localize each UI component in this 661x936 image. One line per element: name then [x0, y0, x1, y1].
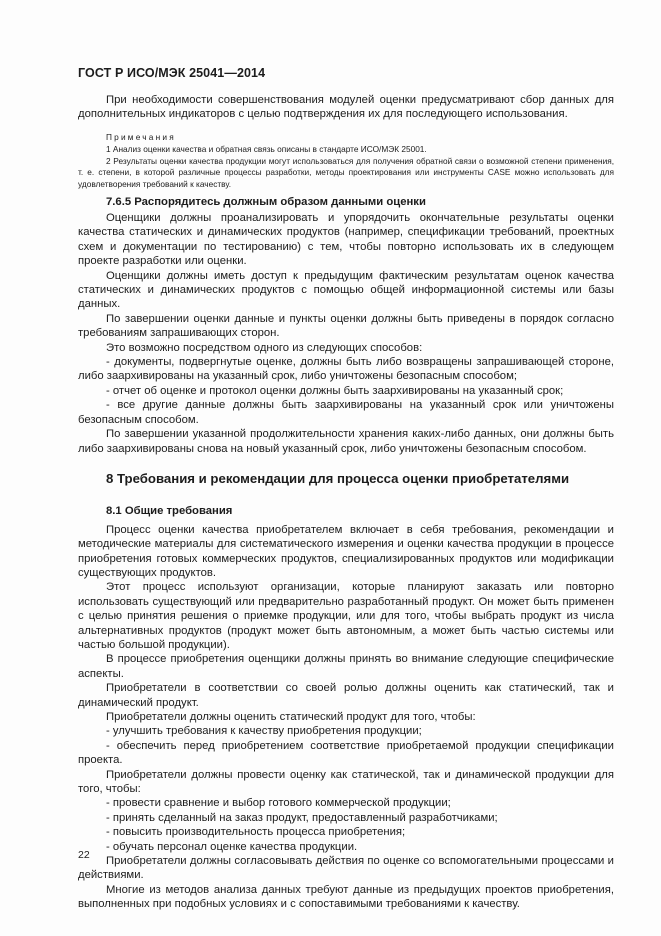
- paragraph: По завершении указанной продолжительности хранения каких-либо данных, они должны быть либо заархивированы снова на новый указанный срок, либо уничтожены безопасным способом.: [78, 428, 614, 455]
- paragraph: Оценщики должны проанализировать и упорядочить окончательные результаты оценки качества статических и динамических продуктов (например, спецификации требований, проектных схем и документации по тестированию) с тем, чтобы повторно использовать их в следующем проекте разработки или оценки.: [78, 212, 614, 268]
- paragraph: Приобретатели должны оценить статический продукт для того, чтобы:: [106, 711, 476, 723]
- paragraph: Приобретатели должны согласовывать действия по оценке со вспомогательными процессами и действиями.: [78, 855, 614, 882]
- paragraph: При необходимости совершенствования модулей оценки предусматривают сбор данных для дополнительных индикаторов с целью подтверждения их для последующего использования.: [78, 94, 614, 121]
- paragraph: Приобретатели должны провести оценку как статической, так и динамической продукции для того, чтобы:: [78, 768, 614, 796]
- page-number: 22: [78, 849, 90, 861]
- page-body: [78, 93, 614, 912]
- list-item: - отчет об оценке и протокол оценки должны быть заархивированы на указанный срок;: [106, 384, 564, 397]
- section-heading-7-6-5: 7.6.5 Распорядитесь должным образом данными оценки: [106, 195, 426, 208]
- list-item: - все другие данные должны быть заархивированы на указанный срок или уничтожены безопасным способом.: [78, 399, 614, 426]
- standard-header: ГОСТ Р ИСО/МЭК 25041—2014: [78, 66, 266, 80]
- note-item: 2 Результаты оценки качества продукции могут использоваться для получения обратной связи о возможной степени применения, т. е. степени, в которой различные процессы разработки, методы проектирования или инструменты CASE можно использовать для удовлетворения требований к качеству.: [78, 155, 614, 189]
- paragraph: Это возможно посредством одного из следующих способов:: [106, 341, 423, 354]
- list-item: - обучать персонал оценке качества продукции.: [106, 840, 358, 853]
- list-item: - документы, подвергнутые оценке, должны быть либо возвращены запрашивающей стороне, либо заархивированы на указанный срок, либо уничтожены безопасным способом;: [78, 356, 614, 383]
- list-item: - повысить производительность процесса приобретения;: [106, 826, 406, 839]
- paragraph: Приобретатели в соответствии со своей ролью должны оценить как статический, так и динамический продукт.: [78, 682, 614, 709]
- section-heading-8: 8 Требования и рекомендации для процесса оценки приобретателями: [106, 470, 570, 486]
- notes-title: Примечания: [106, 131, 176, 142]
- list-item: - принять сделанный на заказ продукт, предоставленный разработчиками;: [106, 811, 498, 824]
- note-item: 1 Анализ оценки качества и обратная связь описаны в стандарте ИСО/МЭК 25001.: [106, 144, 427, 155]
- list-item: - провести сравнение и выбор готового коммерческой продукции;: [106, 797, 451, 810]
- paragraph: Процесс оценки качества приобретателем включает в себя требования, рекомендации и методические материалы для систематического измерения и оценки качества продукции в процессе приобретения готовых коммерческих продуктов, специализированных продуктов или модификации существующих продуктов.: [78, 523, 614, 579]
- section-heading-8-1: 8.1 Общие требования: [106, 505, 233, 518]
- paragraph: Оценщики должны иметь доступ к предыдущим фактическим результатам оценок качества статических и динамических продуктов с помощью общей информационной системы или базы данных.: [78, 269, 614, 311]
- paragraph: Этот процесс используют организации, которые планируют заказать или повторно использовать существующий или предварительно разработанный продукт. Он может быть применен с целью принятия решения о приемке продукции, или для того, чтобы выбрать продукт из числа альтернативных продуктов (продукт может быть автономным, а может быть частью системы или частью большой продукции).: [78, 581, 614, 651]
- paragraph: В процессе приобретения оценщики должны принять во внимание следующие специфические аспекты.: [78, 653, 614, 680]
- paragraph: Многие из методов анализа данных требуют данные из предыдущих проектов приобретения, выполненных при подобных условиях и с сопоставимыми требованиями к качеству.: [78, 883, 614, 911]
- list-item: - улучшить требования к качеству приобретения продукции;: [106, 725, 422, 738]
- paragraph: По завершении оценки данные и пункты оценки должны быть приведены в порядок согласно требованиям запрашивающих сторон.: [78, 312, 614, 340]
- list-item: - обеспечить перед приобретением соответствие приобретаемой продукции спецификации проекта.: [78, 739, 614, 767]
